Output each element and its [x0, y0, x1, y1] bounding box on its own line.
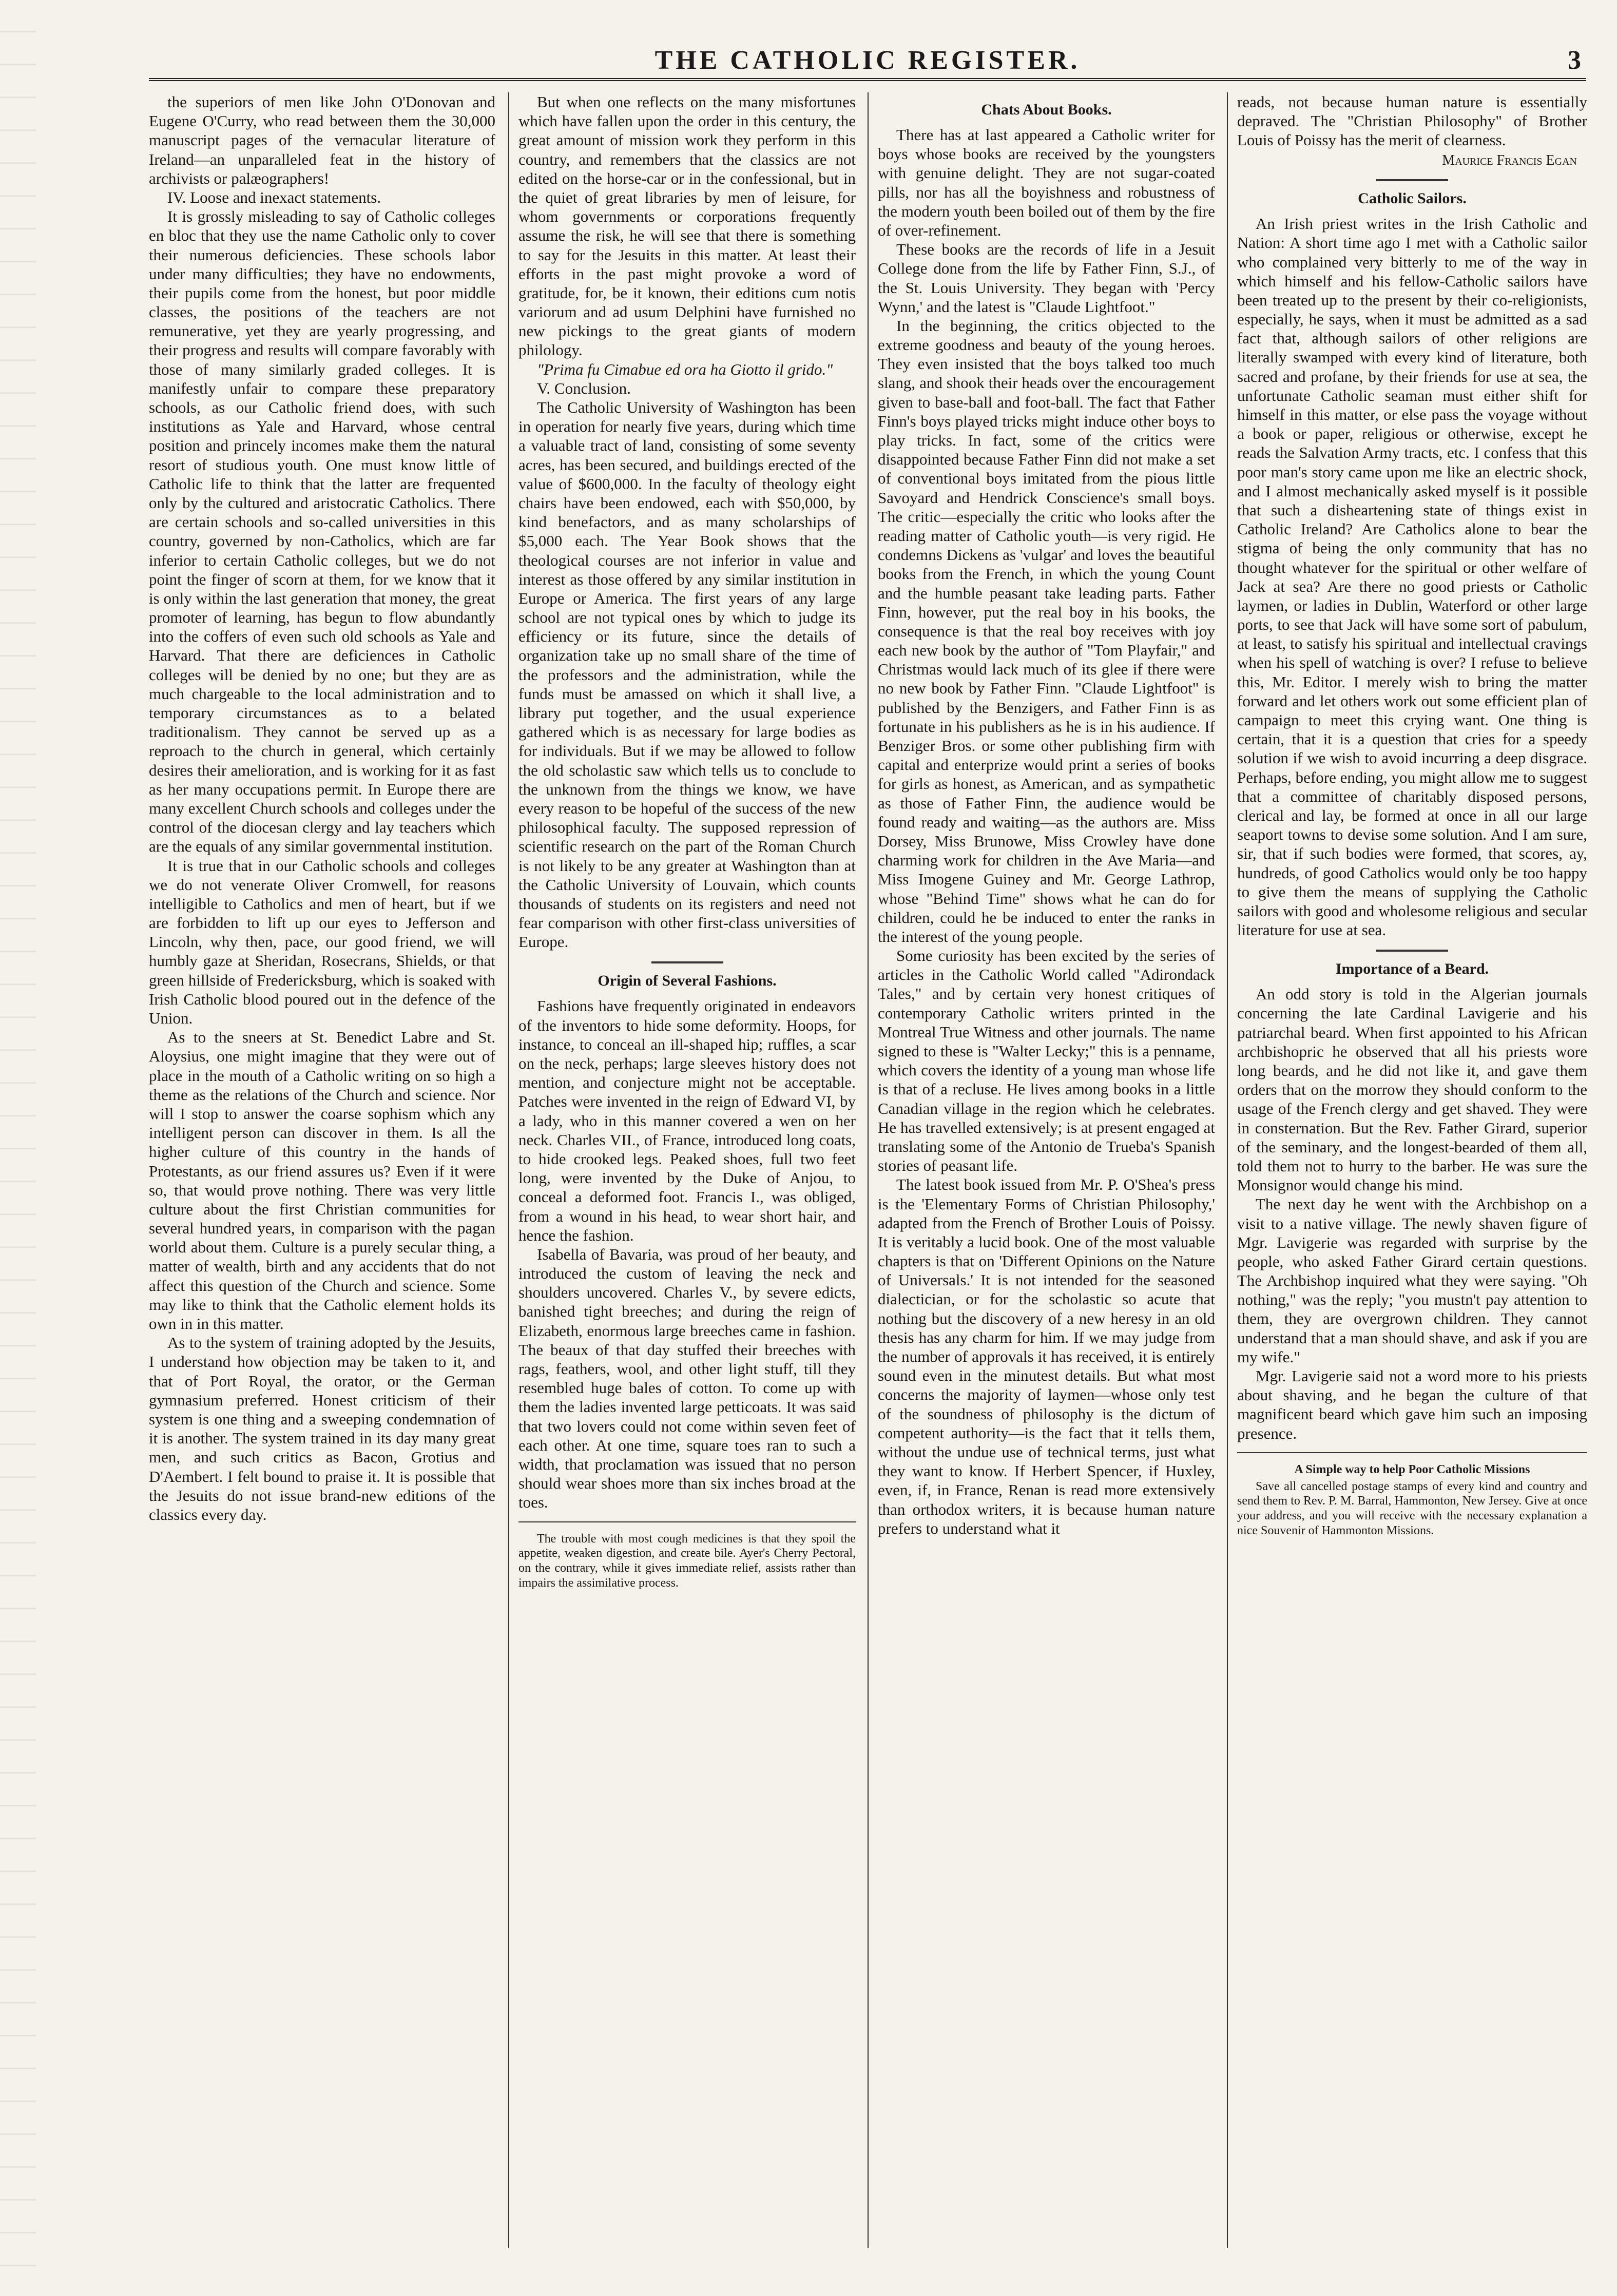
article-heading: Chats About Books.: [981, 101, 1112, 118]
section-heading: V. Conclusion.: [537, 379, 631, 397]
paragraph: Isabella of Bavaria, was proud of her beauty, and introduced the custom of leaving the neck and shoulders uncovered. Charles V., by severe edicts, banished tight breeches; and during the reign of Elizabeth, enormous large breeches came in fashion. The beaux of that day stuffed their breeches with rags, feathers, wool, and other light stuff, till they resembled huge bales of cotton. To come up with them the ladies invented large petticoats. It was said that two lovers could not come within seven feet of each other. At one time, square toes ran to such a width, that proclamation was issued that no person should wear shoes more than six inches broad at the toes.: [518, 1245, 856, 1512]
article-columns: [149, 92, 1586, 2248]
column-2: [508, 92, 856, 2248]
paragraph: It is true that in our Catholic schools and colleges we do not venerate Oliver Cromwell, for reasons intelligible to Catholics and men of heart, but if we are forbidden to lift up our eyes to Jefferson and Lincoln, why then, pace, our good friend, we will humbly gaze at Sheridan, Rosecrans, Shields, or that green hillside of Fredericksburg, which is soaked with Irish Catholic blood poured out in the defence of the Union.: [149, 856, 495, 1027]
notice-divider: [1237, 1452, 1587, 1453]
column-4: [1227, 92, 1587, 2248]
advertisement: The trouble with most cough medicines is that they spoil the appetite, weaken digestion, and create bile. Ayer's Cherry Pectoral, on the contrary, while it gives immediate relief, assists rather than impairs the assimilative process.: [518, 1532, 856, 1590]
paragraph: The Catholic University of Washington has been in operation for nearly five years, during which time a valuable tract of land, consisting of some seventy acres, has been secured, and buildings erected of the value of $600,000. In the faculty of theology eight chairs have been endowed, each with $50,000, by kind benefactors, and as many scholarships of $5,000 each. The Year Book shows that the theological courses are not inferior in value and interest as those offered by any similar institution in Europe or America. The first years of any large school are not typical ones by which to judge its efficiency or its future, since the details of organization take up no small share of the time of the professors and the administration, while the funds must be amassed on which it shall live, a library put together, and the usual experience gathered which is as necessary for large bodies as for individuals. But if we may be allowed to follow the old scholastic saw which tells us to conclude to the unknown from the things we know, we have every reason to be hopeful of the success of the new philosophical faculty. The supposed repression of scientific research on the part of the Roman Church is not likely to be any greater at Washington than at the Catholic University of Louvain, which counts thousands of students on its registers and need not fear comparison with other first-class universities of Europe.: [518, 398, 856, 951]
article-divider: [1376, 179, 1448, 181]
column-1: [149, 92, 495, 2248]
masthead: [149, 45, 1586, 81]
paragraph: Mgr. Lavigerie said not a word more to his priests about shaving, and he began the culture of that magnificent beard which gave him such an imposing presence.: [1237, 1367, 1587, 1442]
newspaper-title: THE CATHOLIC REGISTER.: [654, 46, 1081, 75]
paragraph: The next day he went with the Archbishop on a visit to a native village. The newly shaven figure of Mgr. Lavigerie was regarded with surprise by the people, who asked Father Girard certain questions. The Archbishop inquired what they were saying. "Oh nothing," was the reply; "you mustn't pay attention to them, they are overgrown children. They cannot understand that a man should shave, and ask if you are my wife.": [1237, 1195, 1587, 1366]
article-heading: Origin of Several Fashions.: [598, 972, 777, 990]
quotation: "Prima fu Cimabue ed ora ha Giotto il grido.": [537, 360, 833, 378]
paragraph: In the beginning, the critics objected to the extreme goodness and beauty of the young heroes. They even insisted that the boys talked too much slang, and shook their heads over the encouragement given to base-ball and foot-ball. The fact that Father Finn's boys played tricks might induce other boys to play tricks. In fact, some of the critics were disappointed because Father Finn did not make a set of conventional boys imitated from the pious little Savoyard and Hendrick Conscience's small boys. The critic—especially the critic who looks after the reading matter of Catholic youth—is very rigid. He condemns Dickens as 'vulgar' and loves the beautiful books from the French, in which the young Count and the humble peasant take leading parts. Father Finn, however, put the real boy in his books, the consequence is that the real boy receives with joy each new book by the author of "Tom Playfair," and Christmas would lack much of its glee if there were no new book by Father Finn. "Claude Lightfoot" is published by the Benzigers, and Father Finn is as fortunate in his publishers as he is in his audience. If Benziger Bros. or some other publishing firm with capital and enterprize would print a series of books for girls as honest, as American, and as sympathetic as those of Father Finn, the audience would be found ready and waiting—as the authors are. Miss Dorsey, Miss Brunowe, Miss Crowley have done charming work for children in the Ave Maria—and Miss Imogene Guiney and Mr. George Lathrop, whose "Behind Time" shows what he can do for children, could he be induced to enter the ranks in the interest of the young people.: [878, 316, 1215, 946]
page-number: 3: [1568, 46, 1581, 75]
article-heading: Catholic Sailors.: [1358, 190, 1467, 207]
paragraph: There has at last appeared a Catholic writer for boys whose books are received by the youngsters with genuine delight. They are not sugar-coated pills, nor has all the boyishness and robustness of the modern youth been boiled out of them by the fire of over-refinement.: [878, 126, 1215, 239]
notice-heading: A Simple way to help Poor Catholic Missions: [1294, 1462, 1530, 1476]
section-heading: IV. Loose and inexact statements.: [167, 188, 381, 206]
paragraph: the superiors of men like John O'Donovan and Eugene O'Curry, who read between them the 30,000 manuscript pages of the vernacular literature of Ireland—an unparalleled feat in the history of archivists or palæographers!: [149, 93, 495, 187]
paragraph: It is grossly misleading to say of Catholic colleges en bloc that they use the name Catholic only to cover their numerous deficiencies. These schools labor under many difficulties; they have no endowments, their pupils come from the honest, but poor middle classes, the positions of the teachers are not remunerative, yet they are yearly progressing, and their progress and results will compare favorably with those of many similarly graded colleges. It is manifestly unfair to compare these preparatory schools, as our Catholic friend does, with such institutions as Yale and Harvard, whose central position and princely incomes make them the natural resort of studious youth. One must know little of Catholic life to think that the latter are frequented only by the cultured and aristocratic Catholics. There are certain schools and so-called universities in this country, governed by non-Catholics, which are far inferior to certain Catholic colleges, but we do not point the finger of scorn at them, for we know that it is only within the last generation that money, the great promoter of learning, has begun to flow abundantly into the coffers of even such old schools as Yale and Harvard. That there are deficiences in Catholic colleges will be denied by no one; but they are as much chargeable to the local administration and to temporary circumstances as to a belated traditionalism. They cannot be served up as a reproach to the church in general, which certainly desires their amelioration, and is working for it as fast as her many occupations permit. In Europe there are many excellent Church schools and colleges under the control of the diocesan clergy and lay teachers which are the equals of any similar governmental institution.: [149, 207, 495, 856]
paragraph: But when one reflects on the many misfortunes which have fallen upon the order in this century, the great amount of mission work they perform in this country, and remembers that the classics are not edited on the horse-car or in the confessional, but in the quiet of great libraries by men of leisure, for whom governments or corporations frequently assume the risk, he will see that there is something to say for the Jesuits in this matter. At least their efforts in the past might provoke a word of gratitude, for, be it known, their editions cum notis variorum and ad usum Delphini have furnished no new pickings to the great giants of modern philology.: [518, 93, 856, 359]
paragraph: As to the system of training adopted by the Jesuits, I understand how objection may be taken to it, and that of Port Royal, the orator, or the German gymnasium preferred. Honest criticism of their system is one thing and a sweeping condemnation of it is another. The system trained in its day many great men, and such critics as Bacon, Grotius and D'Aembert. I felt bound to praise it. It is possible that the Jesuits do not issue brand-new editions of the classics every day.: [149, 1334, 495, 1523]
paragraph: reads, not because human nature is essentially depraved. The "Christian Philosophy" of Brother Louis of Poissy has the merit of clearness.: [1237, 93, 1587, 149]
paragraph: Some curiosity has been excited by the series of articles in the Catholic World called "Adirondack Tales," and by certain very honest critiques of contemporary Catholic writers printed in the Montreal True Witness and other journals. The name signed to these is "Walter Lecky;" this is a penname, which covers the identity of a young man whose life is that of a recluse. He lives among books in a little Canadian village in the region which he celebrates. He has travelled extensively; is at present engaged at translating some of the Antonio de Trueba's Spanish stories of peasant life.: [878, 947, 1215, 1175]
scanned-page-edge: [0, 0, 36, 2296]
notice-body: Save all cancelled postage stamps of every kind and country and send them to Rev. P. M. Barral, Hammonton, New Jersey. Give at once your address, and you will receive with the necessary explanation a nice Souvenir of Hammonton Missions.: [1237, 1479, 1587, 1537]
article-heading: Importance of a Beard.: [1335, 960, 1489, 978]
advert-divider: [518, 1521, 856, 1522]
paragraph: These books are the records of life in a Jesuit College done from the life by Father Finn, S.J., of the St. Louis University. They began with 'Percy Wynn,' and the latest is "Claude Lightfoot.": [878, 240, 1215, 316]
paragraph: The latest book issued from Mr. P. O'Shea's press is the 'Elementary Forms of Christian Philosophy,' adapted from the French of Brother Louis of Poissy. It is veritably a lucid book. One of the most valuable chapters is that on 'Different Opinions on the Nature of Universals.' It is not intended for the seasoned dialectician, or for the scholastic so acute that nothing but the discovery of a new heresy in an old thesis has any charm for him. If we may judge from the number of approvals it has received, it is entirely sound even in the minutest details. But what most concerns the majority of laymen—whose only test of the soundness of philosophy is the dictum of competent authority—is the fact that it tells them, without the undue use of technical terms, just what they want to know. If Herbert Spencer, if Huxley, even, if, in France, Renan is read more extensively than orthodox writers, it is because human nature prefers to understand what it: [878, 1175, 1215, 1537]
author-byline: Maurice Francis Egan: [1442, 152, 1577, 168]
paragraph: An Irish priest writes in the Irish Catholic and Nation: A short time ago I met with a Catholic sailor who complained very bitterly to me of the way in which himself and his fellow-Catholic sailors have been treated up to the present by their co-religionists, especially, he says, when it must be admitted as a sad fact that, although sailors of other religions are literally swamped with every kind of literature, both sacred and profane, by their friends for use at sea, the unfortunate Catholic seaman must either shift for himself in this matter, or else pass the voyage without a book or paper, religious or otherwise, except he reads the Salvation Army tracts, etc. I confess that this poor man's story came upon me like an electric shock, and I almost mechanically asked myself is it possible that such a disheartening state of things exist in Catholic Ireland? Are Catholics alone to bear the stigma of being the only community that has no thought whatever for the spiritual or other welfare of Jack at sea? Are there no good priests or Catholic laymen, or ladies in Dublin, Waterford or other large ports, to see that Jack will have some sort of pabulum, at least, to satisfy his spiritual and intellectual cravings when his spell of watching is over? I refuse to believe this, Mr. Editor. I merely wish to bring the matter forward and let others work out some efficient plan of campaign to meet this crying want. One thing is certain, that it is a question that cries for a speedy solution if we wish to avoid incurring a deep disgrace. Perhaps, before ending, you might allow me to suggest that a committee of charitably disposed persons, clerical and lay, be formed at once in all our large seaport towns to devise some solution. And I am sure, sir, that if such bodies were formed, that scores, ay, hundreds, of good Catholics would only be too happy to give them the means of supplying the Catholic sailors with good and wholesome religious and secular literature for use at sea.: [1237, 215, 1587, 939]
column-3: [868, 92, 1215, 2248]
article-divider: [651, 961, 723, 963]
paragraph: As to the sneers at St. Benedict Labre and St. Aloysius, one might imagine that they were out of place in the mouth of a Catholic writing on so high a theme as the relations of the Church and science. Nor will I stop to answer the coarse sophism which any intelligent person can discover in them. Is all the higher culture of this country in the hands of Protestants, as our friend assures us? Even if it were so, that would prove nothing. There was very little culture about the first Christian communities for several hundred years, in comparison with the pagan world about them. Culture is a purely secular thing, a matter of wealth, birth and any accidents that do not affect this question of the Church and science. Some may like to think that the Catholic element holds its own in in this matter.: [149, 1028, 495, 1333]
article-divider: [1376, 950, 1448, 952]
paragraph: Fashions have frequently originated in endeavors of the inventors to hide some deformity. Hoops, for instance, to conceal an ill-shaped hip; ruffles, a scar on the neck, perhaps; large sleeves history does not mention, and conjecture might not be acceptable. Patches were invented in the reign of Edward VI, by a lady, who in this manner covered a wen on her neck. Charles VII., of France, introduced long coats, to hide crooked legs. Peaked shoes, full two feet long, were invented by the Duke of Anjou, to conceal a deformed foot. Francis I., was obliged, from a wound in his head, to wear short hair, and hence the fashion.: [518, 997, 856, 1244]
paragraph: An odd story is told in the Algerian journals concerning the late Cardinal Lavigerie and his patriarchal beard. When first appointed to his African archbishopric he observed that all his priests wore long beards, and he did not like it, and gave them orders that on the morrow they should conform to the usage of the French clergy and get shaved. They were in consternation. But the Rev. Father Girard, superior of the seminary, and the longest-bearded of them all, told them not to hurry to the barber. He was sure the Monsignor would change his mind.: [1237, 985, 1587, 1194]
